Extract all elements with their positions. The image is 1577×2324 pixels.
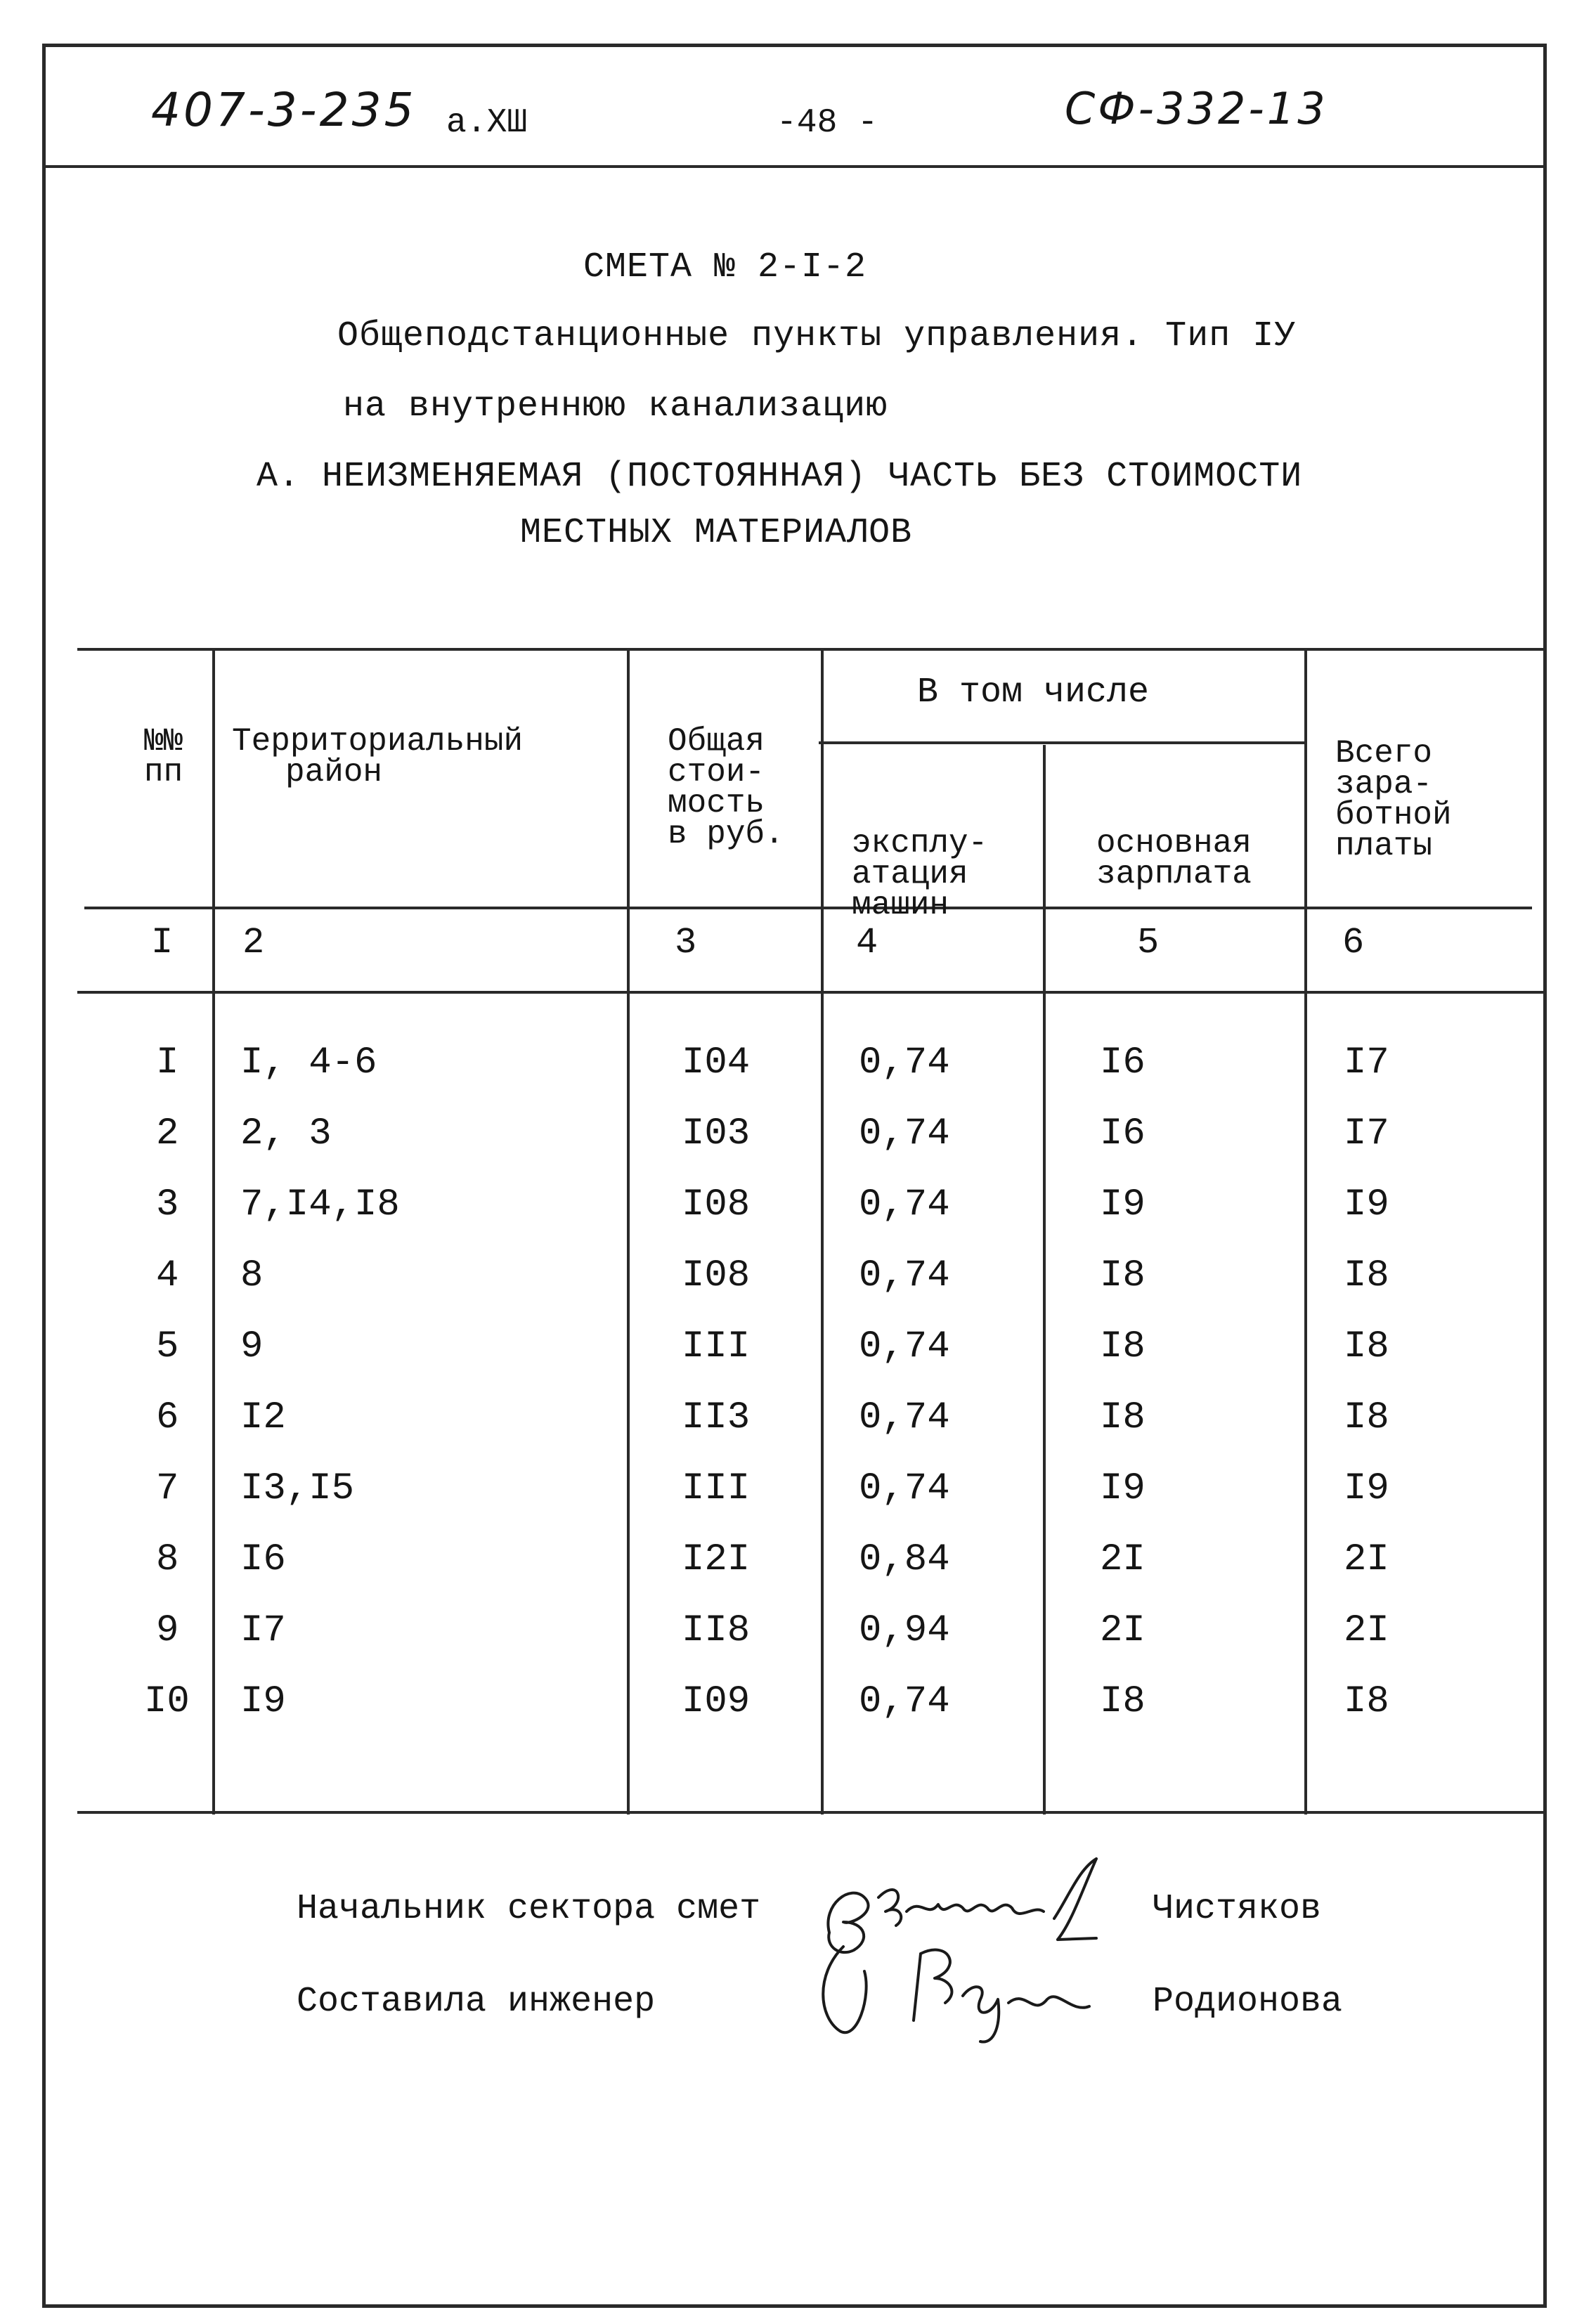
estimate-title-line4: МЕСТНЫХ МАТЕРИАЛОВ	[520, 513, 913, 553]
header-col6: Всего зара- ботной платы	[1335, 735, 1452, 864]
row-total-wages: 2I	[1344, 1609, 1389, 1652]
row-total-wages: I9	[1344, 1183, 1389, 1226]
row-total-cost: II3	[682, 1396, 751, 1439]
col-divider-5	[1304, 648, 1307, 1815]
row-number: 5	[156, 1325, 179, 1368]
row-number: I0	[144, 1680, 190, 1723]
estimate-title-line1: Общеподстанционные пункты управления. Тип IУ	[337, 316, 1297, 356]
row-number: 7	[156, 1467, 179, 1510]
row-machine-operation: 0,84	[859, 1538, 950, 1581]
row-region: 9	[240, 1325, 264, 1368]
row-machine-operation: 0,74	[859, 1680, 950, 1723]
column-number-5: 5	[1137, 922, 1160, 963]
row-base-salary: I8	[1100, 1396, 1146, 1439]
row-base-salary: 2I	[1100, 1609, 1146, 1652]
handwritten-signatures	[801, 1855, 1181, 2052]
head-role: Начальник сектора смет	[297, 1889, 761, 1929]
header-col1: №№ пп	[144, 723, 183, 791]
row-base-salary: 2I	[1100, 1538, 1146, 1581]
header-bottom-rule	[84, 907, 1532, 909]
row-total-cost: II8	[682, 1609, 751, 1652]
row-base-salary: I6	[1100, 1112, 1146, 1155]
row-region: I6	[240, 1538, 286, 1581]
column-number-3: 3	[675, 922, 697, 963]
row-region: I9	[240, 1680, 286, 1723]
row-machine-operation: 0,74	[859, 1325, 950, 1368]
row-total-wages: I7	[1344, 1112, 1389, 1155]
row-number: 2	[156, 1112, 179, 1155]
row-total-cost: I08	[682, 1183, 751, 1226]
row-total-cost: III	[682, 1467, 751, 1510]
column-number-2: 2	[242, 922, 265, 963]
header-col5: основная зарплата	[1096, 825, 1252, 892]
row-number: 3	[156, 1183, 179, 1226]
row-total-wages: I8	[1344, 1680, 1389, 1723]
row-total-wages: I9	[1344, 1467, 1389, 1510]
row-machine-operation: 0,74	[859, 1254, 950, 1297]
table-top-rule	[77, 648, 1546, 651]
row-number: 4	[156, 1254, 179, 1297]
row-base-salary: I8	[1100, 1680, 1146, 1723]
row-machine-operation: 0,74	[859, 1112, 950, 1155]
estimate-number: СМЕТА № 2-I-2	[583, 247, 867, 287]
project-code: 407-3-235	[151, 83, 417, 137]
row-region: I, 4-6	[240, 1041, 377, 1084]
column-number-1: I	[151, 922, 174, 963]
row-base-salary: I8	[1100, 1254, 1146, 1297]
row-region: 8	[240, 1254, 264, 1297]
row-region: I3,I5	[240, 1467, 355, 1510]
row-total-cost: I08	[682, 1254, 751, 1297]
row-region: I7	[240, 1609, 286, 1652]
header-col4: эксплу- атация машин	[852, 825, 988, 923]
row-region: 2, 3	[240, 1112, 332, 1155]
row-total-cost: I04	[682, 1041, 751, 1084]
column-number-4: 4	[856, 922, 878, 963]
row-total-wages: I8	[1344, 1325, 1389, 1368]
row-total-wages: I7	[1344, 1041, 1389, 1084]
row-number: I	[156, 1041, 179, 1084]
col-divider-3	[821, 648, 824, 1815]
col-divider-4	[1043, 745, 1046, 1815]
row-base-salary: I9	[1100, 1467, 1146, 1510]
row-machine-operation: 0,74	[859, 1467, 950, 1510]
row-region: I2	[240, 1396, 286, 1439]
head-name: Чистяков	[1153, 1889, 1322, 1929]
row-total-cost: I2I	[682, 1538, 751, 1581]
header-col2: Территориальный район	[232, 723, 524, 791]
engineer-role: Составила инженер	[297, 1982, 656, 2022]
row-total-wages: I8	[1344, 1254, 1389, 1297]
row-base-salary: I9	[1100, 1183, 1146, 1226]
header-group-including: В том числе	[917, 673, 1150, 713]
estimate-title-line3: А. НЕИЗМЕНЯЕМАЯ (ПОСТОЯННАЯ) ЧАСТЬ БЕЗ СТОИМОСТИ	[257, 457, 1303, 497]
sheet-code: СФ-332-13	[1065, 83, 1328, 134]
row-number: 6	[156, 1396, 179, 1439]
row-base-salary: I6	[1100, 1041, 1146, 1084]
row-total-wages: I8	[1344, 1396, 1389, 1439]
header-col3: Общая стои- мость в руб.	[668, 723, 784, 852]
row-number: 8	[156, 1538, 179, 1581]
column-numbers-rule	[77, 991, 1546, 994]
col-divider-2	[627, 648, 630, 1815]
row-total-cost: III	[682, 1325, 751, 1368]
column-number-6: 6	[1342, 922, 1365, 963]
row-machine-operation: 0,94	[859, 1609, 950, 1652]
estimate-title-line2: на внутреннюю канализацию	[343, 387, 888, 427]
row-machine-operation: 0,74	[859, 1183, 950, 1226]
row-machine-operation: 0,74	[859, 1396, 950, 1439]
row-base-salary: I8	[1100, 1325, 1146, 1368]
group-header-rule	[819, 741, 1307, 744]
row-total-cost: I03	[682, 1112, 751, 1155]
row-machine-operation: 0,74	[859, 1041, 950, 1084]
page-number: -48 -	[777, 104, 878, 142]
row-number: 9	[156, 1609, 179, 1652]
row-region: 7,I4,I8	[240, 1183, 400, 1226]
row-total-cost: I09	[682, 1680, 751, 1723]
row-total-wages: 2I	[1344, 1538, 1389, 1581]
engineer-name: Родионова	[1153, 1982, 1343, 2022]
album-number: а.XШ	[446, 104, 528, 142]
table-bottom-rule	[77, 1811, 1546, 1814]
